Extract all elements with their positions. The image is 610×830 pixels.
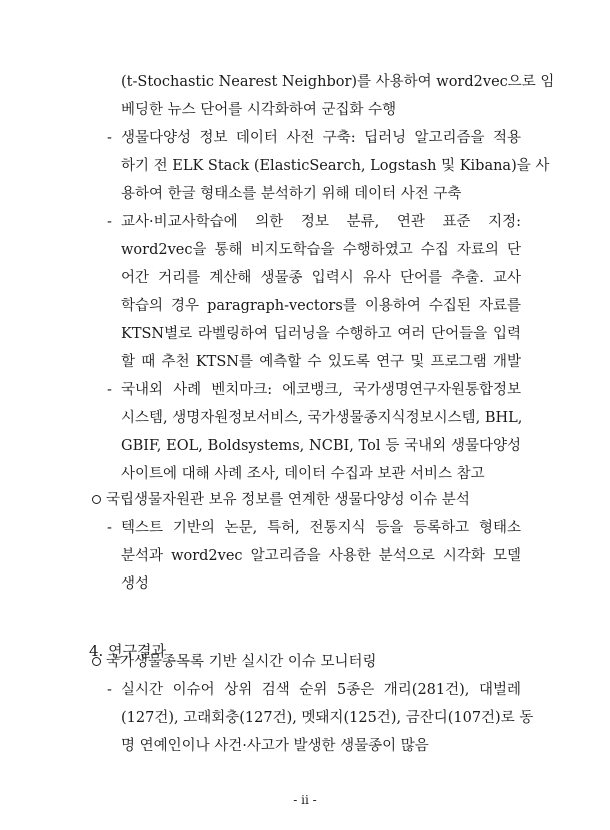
circle-bullet-icon [92, 657, 101, 666]
paragraph-line: GBIF, EOL, Boldsystems, NCBI, Tol 등 국내외 생물다양성 [121, 438, 521, 454]
chapter-heading: 4. 연구결과 [89, 642, 167, 660]
paragraph-line: 하기 전 ELK Stack (ElasticSearch, Logstash 및 Kibana)을 사 [121, 158, 550, 174]
paragraph-line: word2vec을 통해 비지도학습을 수행하였고 수집 자료의 단 [121, 242, 521, 258]
paragraph-line: 용하여 한글 형태소를 분석하기 위해 데이터 사전 구축 [121, 186, 462, 202]
paragraph-line: 국내외 사례 벤치마크: 에코뱅크, 국가생명연구자원통합정보 [121, 382, 521, 398]
dash-bullet: - [107, 130, 112, 146]
circle-bullet-icon [92, 495, 101, 504]
paragraph-line: KTSN별로 라벨링하여 딥러닝을 수행하고 여러 단어들을 입력 [121, 326, 521, 342]
section-title: 국립생물자원관 보유 정보를 연계한 생물다양성 이슈 분석 [106, 492, 470, 508]
paragraph-line: 생물다양성 정보 데이터 사전 구축: 딥러닝 알고리즘을 적용 [121, 130, 521, 146]
paragraph-line: (t-Stochastic Nearest Neighbor)를 사용하여 word2vec으로 임 [121, 74, 555, 90]
dash-bullet: - [107, 382, 112, 398]
paragraph-line: 생성 [121, 576, 150, 592]
paragraph-line: 학습의 경우 paragraph-vectors를 이용하여 수집된 자료를 [121, 298, 521, 314]
paragraph-line: (127건), 고래회충(127건), 멧돼지(125건), 금잔디(107건)로 동 [121, 710, 534, 726]
paragraph-line: 분석과 word2vec 알고리즘을 사용한 분석으로 시각화 모델 [121, 548, 521, 564]
section-title: 국가생물종목록 기반 실시간 이슈 모니터링 [106, 654, 377, 670]
paragraph-line: 명 연예인이나 사건·사고가 발생한 생물종이 많음 [121, 738, 429, 754]
paragraph-line: 베딩한 뉴스 단어를 시각화하여 군집화 수행 [121, 102, 397, 118]
dash-bullet: - [107, 214, 112, 230]
dash-bullet: - [107, 520, 112, 536]
dash-bullet: - [107, 682, 112, 698]
paragraph-line: 어간 거리를 계산해 생물종 입력시 유사 단어를 추출. 교사 [121, 270, 521, 286]
page-number: - ii - [293, 793, 317, 807]
paragraph-line: 사이트에 대해 사례 조사, 데이터 수집과 보관 서비스 참고 [121, 466, 485, 482]
paragraph-line: 교사·비교사학습에 의한 정보 분류, 연관 표준 지정: [121, 214, 521, 230]
paragraph-line: 실시간 이슈어 상위 검색 순위 5종은 개리(281건), 대벌레 [121, 682, 521, 698]
paragraph-line: 텍스트 기반의 논문, 특허, 전통지식 등을 등록하고 형태소 [121, 520, 521, 536]
paragraph-line: 할 때 추천 KTSN를 예측할 수 있도록 연구 및 프로그램 개발 [121, 354, 521, 370]
paragraph-line: 시스템, 생명자원정보서비스, 국가생물종지식정보시스템, BHL, [121, 410, 523, 426]
